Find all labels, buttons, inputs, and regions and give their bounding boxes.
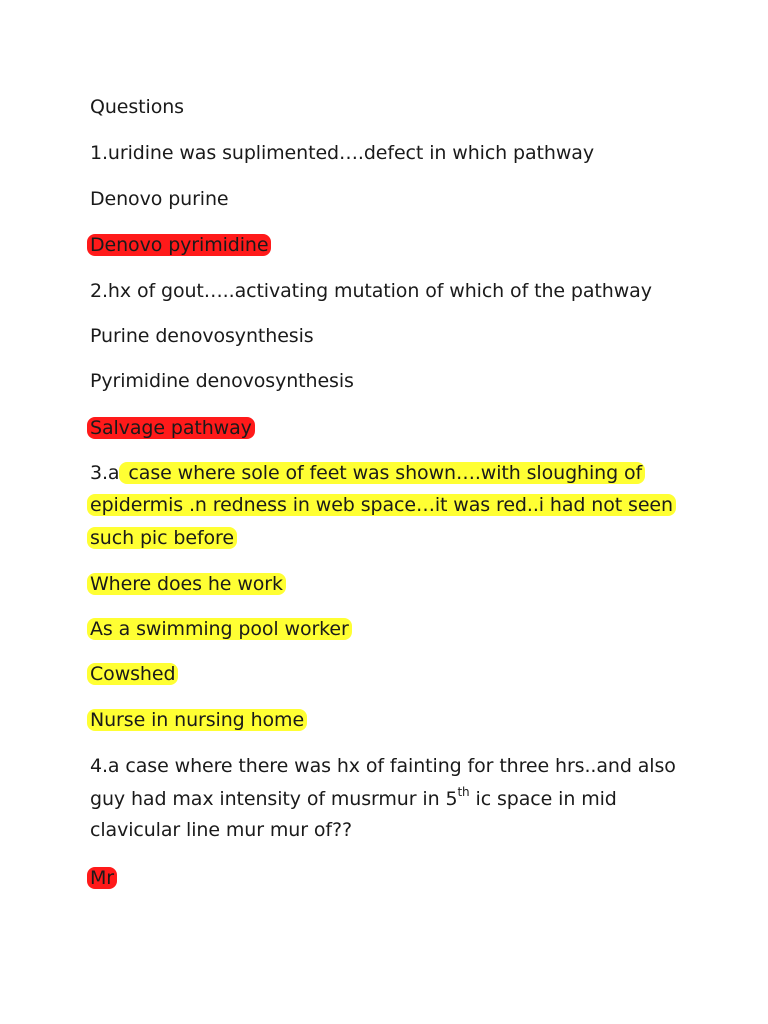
question-4-line-1: 4.a case where there was hx of fainting for three hrs..and also (90, 755, 676, 777)
question-2-option-1: Purine denovosynthesis (90, 325, 314, 347)
question-2-text: 2.hx of gout…..activating mutation of which of the pathway (90, 280, 652, 302)
answer-highlight-red: Denovo pyrimidine (87, 234, 271, 256)
question-3-option-2 (90, 662, 178, 686)
question-1-text: 1.uridine was suplimented….defect in which pathway (90, 142, 594, 164)
question-4-line-2 (90, 784, 617, 811)
ordinal-superscript: th (457, 784, 470, 799)
question-3-prefix: 3.a (90, 462, 120, 484)
question-4-line-2-rest: ic space in mid (469, 788, 617, 810)
question-3-line-1 (90, 461, 645, 485)
question-3-line-3 (90, 526, 237, 550)
question-1-option-2 (90, 233, 271, 257)
question-3-line-2 (90, 493, 676, 517)
question-3-option-1 (90, 617, 352, 641)
question-3-highlight: Where does he work (87, 573, 286, 595)
question-3-highlight: Nurse in nursing home (87, 709, 307, 731)
question-2-option-2: Pyrimidine denovosynthesis (90, 370, 354, 392)
question-3-highlight: epidermis .n redness in web space…it was red..i had not seen (87, 494, 676, 516)
question-4-line-3: clavicular line mur mur of?? (90, 819, 352, 841)
question-4-answer (90, 866, 117, 890)
heading-questions: Questions (90, 96, 184, 118)
question-3-highlight: Cowshed (87, 663, 178, 685)
question-3-highlight: case where sole of feet was shown….with sloughing of (119, 462, 645, 484)
answer-highlight-red: Salvage pathway (87, 417, 255, 439)
answer-highlight-red: Mr (87, 867, 117, 889)
question-4-line-2-text: guy had max intensity of musrmur in 5 (90, 788, 458, 810)
question-2-option-3 (90, 416, 255, 440)
question-3-highlight: As a swimming pool worker (87, 618, 352, 640)
question-3-highlight: such pic before (87, 527, 237, 549)
question-3-sub-question (90, 572, 286, 596)
question-1-option-1: Denovo purine (90, 188, 229, 210)
question-3-option-3 (90, 708, 307, 732)
